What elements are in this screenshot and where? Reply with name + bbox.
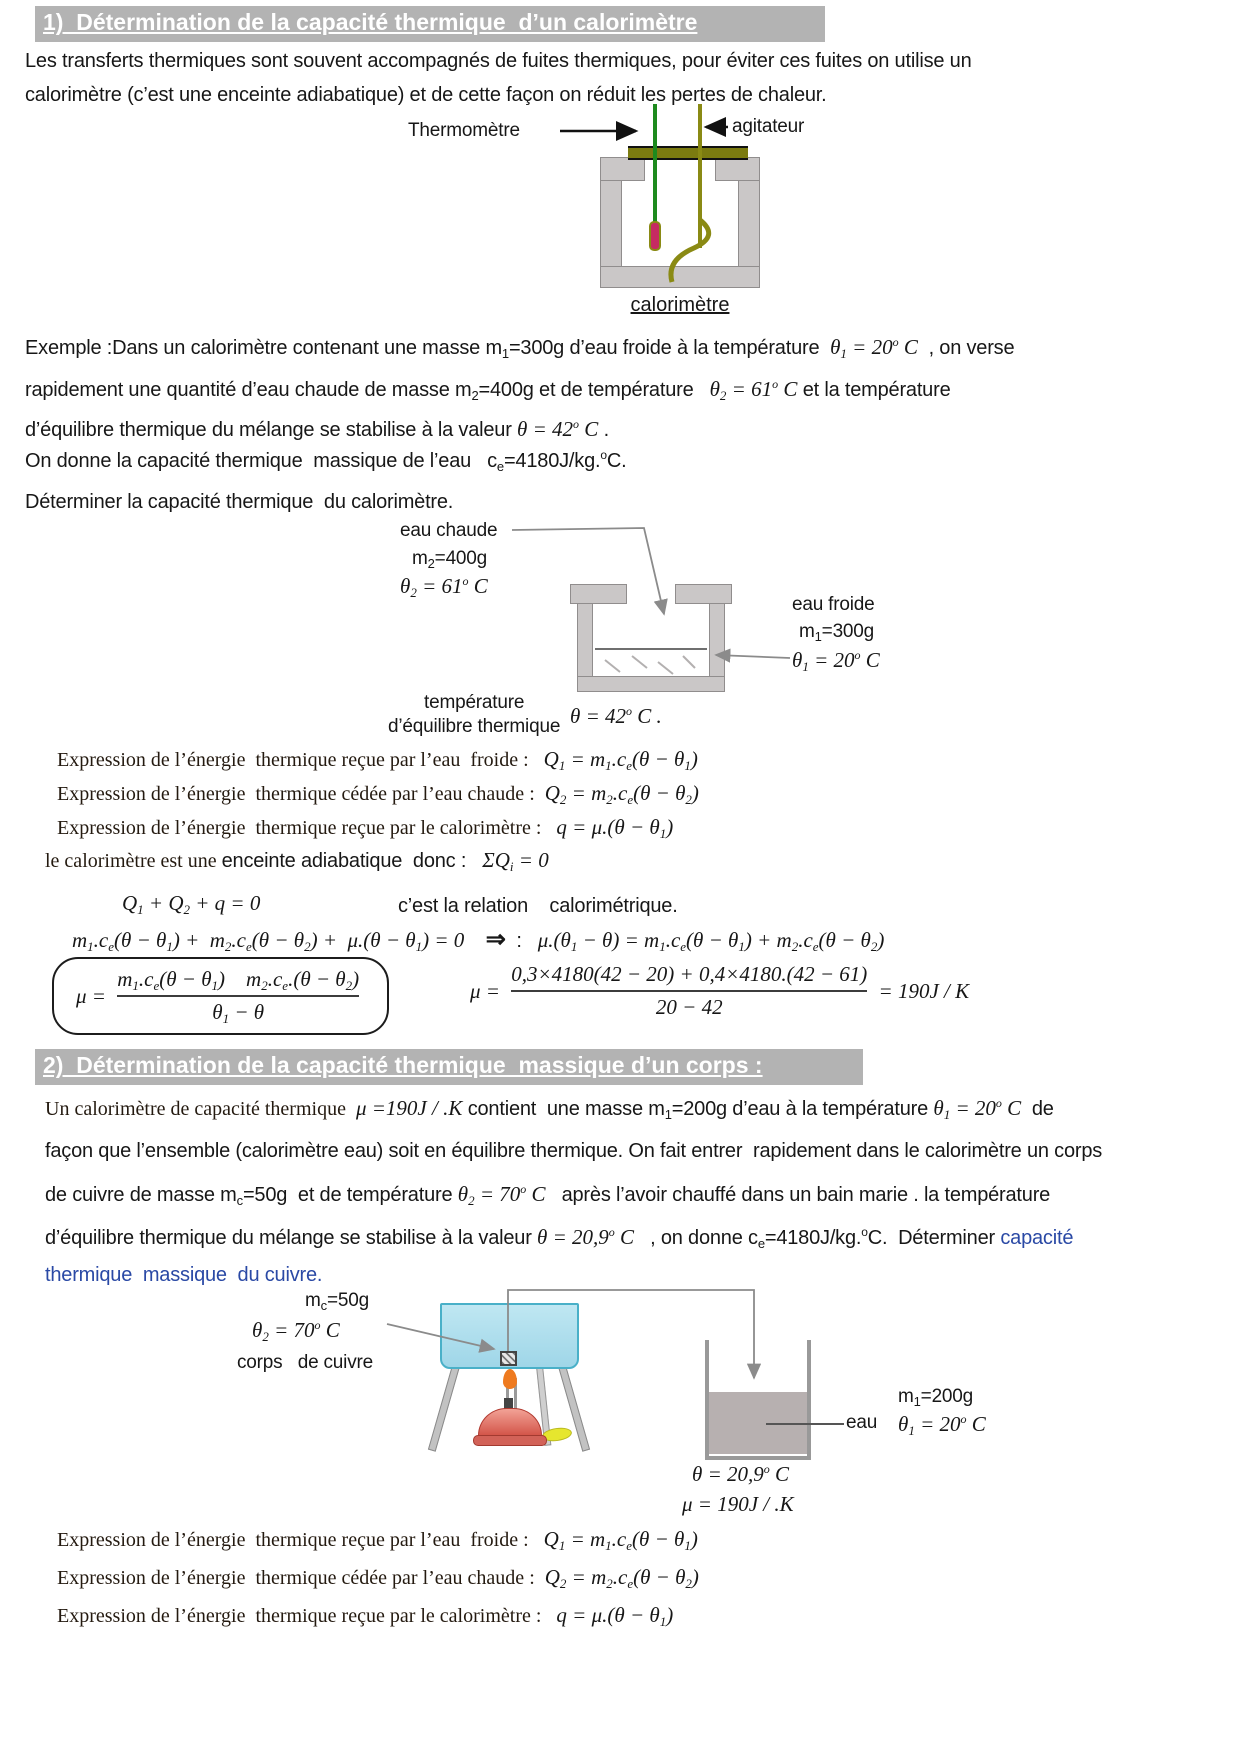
text-segment: $\theta_1 = 20^o$ C: [792, 648, 880, 674]
text-segment: $q = \mu.(\theta - \theta_1)$: [556, 815, 674, 841]
text-segment: .: [598, 419, 610, 441]
text-segment: thermique massique du cuivre.: [45, 1264, 323, 1286]
expression-line: [57, 814, 673, 841]
text-segment: :: [505, 930, 538, 952]
text-segment: et la température: [797, 379, 951, 401]
text-segment: $Q_2 = m_2.c_e(\theta - \theta_2)$: [544, 1565, 699, 1591]
numeric-mu-formula: [470, 962, 969, 1020]
copper-body: [500, 1351, 517, 1366]
fraction-bar: [117, 995, 359, 997]
copper-temp: [252, 1318, 340, 1343]
text-segment: , on verse: [917, 337, 1015, 359]
text-segment: $\theta_2 = 61^o$ C: [709, 377, 798, 403]
section2-line-3: [45, 1181, 1050, 1208]
expression-line: [57, 780, 699, 807]
text-segment: $m_1.c_e(\theta - \theta_1) + m_2.c_e(\theta - \theta_2) + \mu.(\theta - \theta_1) = 0$: [72, 928, 465, 954]
expression-line: [57, 1526, 698, 1553]
text-segment: $Q_2 = m_2.c_e(\theta - \theta_2)$: [544, 781, 699, 807]
text-segment: Déterminer la capacité thermique du calorimètre.: [25, 491, 454, 513]
copper-body-label: corps de cuivre: [237, 1352, 373, 1373]
text-segment: $Q_1 + Q_2 + q = 0$: [122, 891, 261, 917]
expression-line: [57, 1602, 673, 1629]
mixing-vessel-lip-right: [675, 584, 732, 604]
text-segment: Expression de l’énergie thermique reçue par le calorimètre :: [57, 817, 557, 839]
text-segment: $\theta_2 = 61^o$ C: [400, 574, 488, 600]
text-segment: Expression de l’énergie thermique reçue par le calorimètre :: [57, 1605, 557, 1627]
hot-water-mass: [412, 548, 487, 570]
section2-line-4: [45, 1224, 1073, 1251]
copper-mass: [305, 1290, 369, 1312]
text-segment: $\Sigma Q_i = 0$: [482, 848, 549, 874]
mu-lhs: [76, 984, 111, 1009]
relation-text: [398, 893, 678, 919]
relation-formula: [122, 890, 260, 917]
thermometer-bulb-icon: [650, 222, 660, 250]
section2-line-5: [45, 1262, 322, 1288]
text-segment: $\theta_1 - \theta$: [212, 1000, 265, 1026]
calorimeter-lip-left: [600, 157, 645, 181]
section2-line-2: [45, 1138, 1102, 1164]
text-segment: contient une masse $m_1=200g$ d’eau à la température: [462, 1098, 934, 1122]
text-segment: façon que l’ensemble (calorimètre eau) soit en équilibre thermique. On fait entrer rapidement dans le calorimètre un corps: [45, 1140, 1103, 1162]
text-segment: $m_c=50g$: [305, 1290, 369, 1313]
calorimeter-lid: [628, 146, 748, 160]
hot-water-temp: [400, 574, 488, 599]
text-segment: $\theta = 20,9^o$ C: [692, 1462, 790, 1486]
equilibrium-caption-line2: d’équilibre thermique: [388, 716, 561, 737]
text-segment: $m_1=300g$: [799, 621, 875, 644]
water-hatching: [605, 656, 695, 674]
fraction-numerator: [511, 962, 867, 987]
text-segment: On donne la capacité thermique massique de l’eau $c_e=4180J/kg.^oC$.: [25, 448, 627, 474]
equilibrium-temp: [570, 704, 662, 729]
text-segment: le calorimètre est une: [45, 850, 222, 872]
example-line-3: [25, 416, 609, 443]
text-segment: μ =: [76, 983, 112, 1008]
cold-water-pointer-arrow: [716, 655, 790, 658]
text-segment: Exemple :Dans un calorimètre contenant une masse $m_1=300g$ d’eau froide à la température: [25, 337, 831, 361]
expression-line: [57, 1564, 699, 1591]
example-line-1: [25, 334, 1014, 361]
text-segment: d’équilibre thermique du mélange se stabilise à la valeur: [25, 419, 518, 441]
beaker-bottom: [705, 1456, 811, 1460]
cold-water-label: eau froide: [792, 594, 875, 615]
cold-water-mass: [799, 621, 874, 643]
water-level-line: [595, 648, 707, 650]
beaker-water-temp: [898, 1412, 986, 1437]
mu-result: [873, 979, 969, 1004]
mu-lhs: [470, 979, 505, 1004]
burner-base: [473, 1435, 547, 1446]
tripod-leg-left: [428, 1365, 460, 1452]
hot-water-label: eau chaude: [400, 520, 498, 541]
beaker-water-mass: [898, 1386, 973, 1408]
text-segment: $m_1.c_e(\theta - \theta_1)$ $m_2.c_e.(\theta - \theta_2)$: [117, 967, 360, 993]
mixing-vessel-wall-bottom: [577, 676, 725, 692]
text-segment: $\mu.(\theta_1 - \theta) = m_1.c_e(\theta - \theta_1) + m_2.c_e(\theta - \theta_2)$: [537, 928, 885, 954]
section1-heading: 1) Détermination de la capacité thermique d’un calorimètre: [35, 6, 825, 42]
text-segment: de: [1021, 1098, 1054, 1120]
text-segment: Expression de l’énergie thermique reçue par l’eau froide :: [57, 1529, 544, 1551]
example-line-5: [25, 489, 453, 515]
text-segment: ⇒: [485, 926, 506, 953]
text-segment: $\theta = 42^o$ C .: [570, 704, 662, 728]
text-segment: Expression de l’énergie thermique reçue par l’eau froide :: [57, 749, 544, 771]
balance-equation: [72, 927, 884, 954]
text-segment: après l’avoir chauffé dans un bain marie . la température: [545, 1184, 1051, 1206]
fraction-numerator: [117, 967, 359, 992]
text-segment: μ =190J / .K: [355, 1096, 463, 1120]
thermometer-label: Thermomètre: [408, 120, 520, 141]
calorimeter-caption: calorimètre: [630, 294, 730, 316]
text-segment: = 190J / K: [873, 978, 970, 1003]
text-segment: capacité: [1000, 1227, 1074, 1249]
expression-line: [57, 746, 698, 773]
text-segment: $\theta_1 = 20^o$ C: [933, 1096, 1022, 1122]
text-segment: $\theta_1 = 20^o$ C: [898, 1412, 986, 1438]
intro-line-2: calorimètre (c’est une enceinte adiabatique) et de cette façon on réduit les pertes de chaleur.: [25, 84, 827, 106]
flame-icon: [503, 1369, 517, 1389]
example-line-4: [25, 448, 626, 474]
text-segment: μ =: [470, 978, 506, 1003]
boxed-mu-formula: [52, 957, 389, 1035]
text-segment: [464, 930, 485, 952]
text-segment: $q = \mu.(\theta - \theta_1)$: [556, 1603, 674, 1629]
mixing-vessel-lip-left: [570, 584, 627, 604]
fraction: [117, 967, 359, 1025]
text-segment: $\theta_2 = 70^o$ C: [457, 1182, 546, 1208]
text-segment: Expression de l’énergie thermique cédée par l’eau chaude :: [57, 1567, 545, 1589]
calorimeter-lip-right: [715, 157, 760, 181]
stirrer-label: agitateur: [732, 116, 805, 137]
fraction-denominator: [656, 995, 723, 1020]
text-segment: enceinte adiabatique donc :: [221, 850, 483, 872]
adiabatic-statement: [45, 847, 549, 874]
text-segment: c’est la relation calorimétrique.: [398, 895, 678, 917]
intro-line-1: Les transferts thermiques sont souvent accompagnés de fuites thermiques, pour éviter ces fuites on utilise un: [25, 50, 972, 72]
text-segment: $\theta_2 = 70^o$ C: [252, 1318, 340, 1344]
equilibrium-temp-2: [692, 1462, 789, 1487]
section2-line-1: [45, 1095, 1054, 1122]
text-segment: Expression de l’énergie thermique cédée par l’eau chaude :: [57, 783, 545, 805]
water-label: eau: [846, 1412, 878, 1433]
fraction-bar: [511, 990, 867, 992]
beaker-wall-right: [807, 1340, 811, 1460]
section2-heading: 2) Détermination de la capacité thermique massique d’un corps :: [35, 1049, 863, 1085]
fraction-denominator: [212, 1000, 264, 1025]
beaker-water: [709, 1392, 807, 1454]
example-line-2: [25, 376, 951, 403]
text-segment: Un calorimètre de capacité thermique: [45, 1098, 356, 1120]
text-segment: $\theta = 42^o$ C: [517, 417, 599, 441]
text-segment: $m_1=200g$: [898, 1386, 974, 1409]
calorimeter-capacity: [682, 1492, 794, 1517]
text-segment: 0,3×4180(42 − 20) + 0,4×4180.(42 − 61): [511, 962, 868, 986]
text-segment: $Q_1 = m_1.c_e(\theta - \theta_1)$: [543, 1527, 698, 1553]
text-segment: μ = 190J / .K: [682, 1492, 794, 1516]
text-segment: , on donne $c_e=4180J/kg.^oC$. Déterminer: [634, 1225, 1001, 1251]
calorimeter-wall-bottom: [600, 266, 760, 288]
text-segment: d’équilibre thermique du mélange se stabilise à la valeur: [45, 1227, 538, 1249]
text-segment: de cuivre de masse $m_c=50g$ et de température: [45, 1184, 458, 1208]
equilibrium-caption-line1: température: [424, 692, 525, 713]
text-segment: rapidement une quantité d’eau chaude de masse $m_2=400g$ et de température: [25, 379, 710, 403]
text-segment: $\theta_1 = 20^o$ C: [830, 335, 918, 361]
text-segment: $m_2=400g$: [412, 548, 488, 571]
text-segment: 20 − 42: [655, 995, 723, 1019]
fraction: [511, 962, 867, 1020]
text-segment: $Q_1 = m_1.c_e(\theta - \theta_1)$: [543, 747, 698, 773]
text-segment: $\theta = 20,9^o$ C: [537, 1225, 635, 1249]
cold-water-temp: [792, 648, 880, 673]
